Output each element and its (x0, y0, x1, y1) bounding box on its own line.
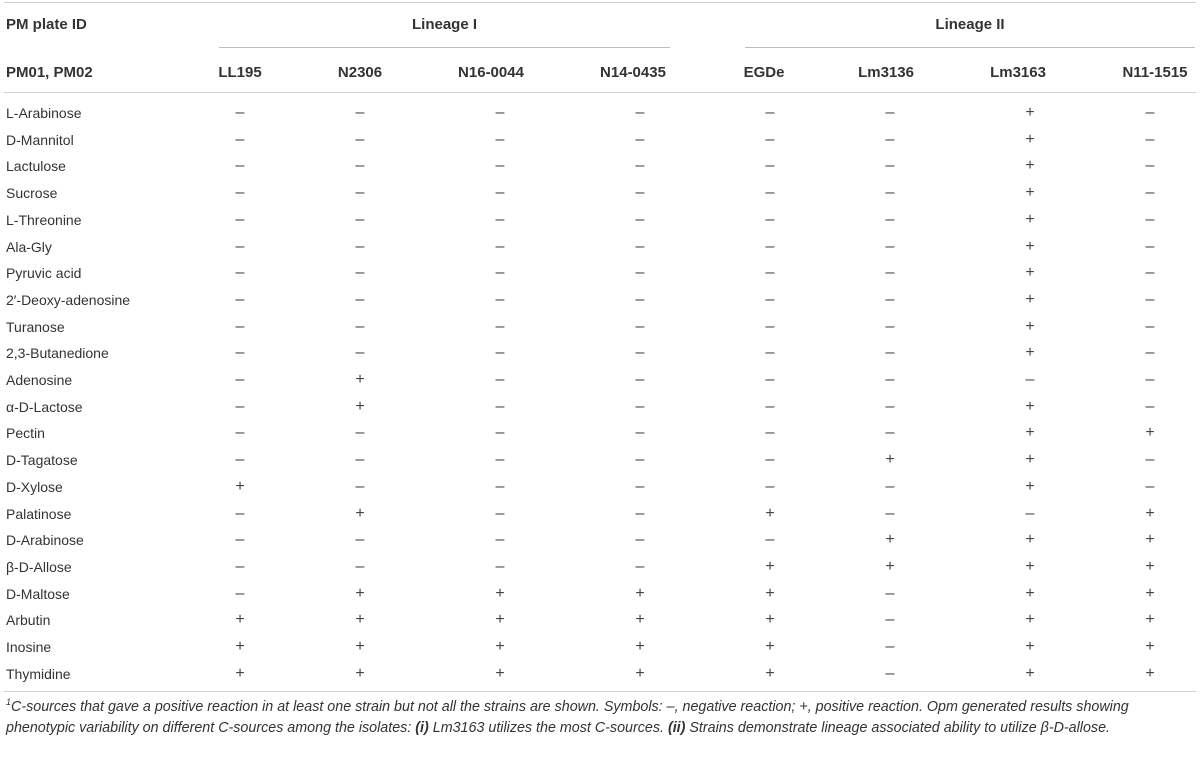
reaction-cell: – (235, 317, 245, 335)
carbon-source-cell (0, 607, 200, 634)
reaction-cell: + (765, 664, 775, 682)
carbon-source-cell (0, 127, 200, 154)
reaction-cell: – (635, 424, 645, 442)
carbon-source-text: β- (6, 558, 19, 575)
reaction-cell: – (495, 290, 505, 308)
reaction-cell: – (495, 130, 505, 148)
table-row (0, 420, 1200, 447)
reaction-cell: – (885, 290, 895, 308)
reaction-cell: + (235, 638, 245, 656)
carbon-source-text: -Mannitol (16, 131, 74, 148)
bottom-rule (4, 691, 1196, 692)
carbon-source-cell (0, 234, 200, 261)
carbon-source-text: -Threonine (13, 211, 82, 228)
reaction-cell: – (355, 344, 365, 362)
reaction-cell: – (495, 184, 505, 202)
reaction-cell: – (885, 317, 895, 335)
reaction-cell: + (1025, 344, 1035, 362)
reaction-cell: – (635, 184, 645, 202)
carbon-source-cell (0, 634, 200, 661)
reaction-cell: + (885, 451, 895, 469)
reaction-cell: – (495, 504, 505, 522)
carbon-source-cell (0, 474, 200, 501)
reaction-cell: – (635, 157, 645, 175)
reaction-cell: – (235, 130, 245, 148)
reaction-cell: – (765, 397, 775, 415)
carbon-source-cell (0, 527, 200, 554)
reaction-cell: + (765, 557, 775, 575)
carbon-source-text: Palatinose (6, 505, 72, 522)
carbon-source-cell (0, 260, 200, 287)
reaction-cell: + (1025, 157, 1035, 175)
reaction-cell: + (1145, 664, 1155, 682)
table-row (0, 260, 1200, 287)
reaction-cell: – (885, 157, 895, 175)
reaction-cell: + (495, 664, 505, 682)
reaction-cell: – (235, 531, 245, 549)
table-row (0, 447, 1200, 474)
reaction-cell: – (765, 531, 775, 549)
reaction-cell: – (1145, 371, 1155, 389)
reaction-cell: – (495, 397, 505, 415)
carbon-source-cell (0, 447, 200, 474)
table-row (0, 287, 1200, 314)
reaction-cell: – (635, 104, 645, 121)
reaction-cell: + (1025, 477, 1035, 495)
reaction-cell: – (1145, 451, 1155, 469)
table-row (0, 661, 1200, 688)
carbon-source-text: Pectin (6, 425, 45, 442)
reaction-cell: – (885, 611, 895, 629)
reaction-cell: + (1025, 264, 1035, 282)
reaction-cell: – (355, 104, 365, 121)
table-row (0, 127, 1200, 154)
reaction-cell: – (635, 130, 645, 148)
reaction-cell: + (1145, 638, 1155, 656)
reaction-cell: + (1025, 237, 1035, 255)
reaction-cell: + (235, 477, 245, 495)
reaction-cell: – (1025, 371, 1035, 389)
lineage-1-rule (219, 47, 670, 48)
reaction-cell: – (885, 424, 895, 442)
reaction-cell: + (635, 638, 645, 656)
reaction-cell: – (765, 184, 775, 202)
reaction-cell: + (355, 664, 365, 682)
reaction-cell: + (495, 611, 505, 629)
strain-header: N16-0044 (458, 64, 524, 81)
reaction-cell: – (885, 638, 895, 656)
reaction-cell: – (495, 371, 505, 389)
reaction-cell: – (235, 184, 245, 202)
reaction-cell: + (1025, 584, 1035, 602)
reaction-cell: – (355, 477, 365, 495)
table-row (0, 234, 1200, 261)
reaction-cell: – (355, 130, 365, 148)
reaction-cell: – (235, 344, 245, 362)
reaction-cell: – (635, 264, 645, 282)
reaction-cell: – (765, 290, 775, 308)
carbon-source-cell (0, 180, 200, 207)
footnote-text: Strains demonstrate lineage associated ability to utilize β-D-allose. (685, 720, 1110, 736)
reaction-cell: – (1145, 104, 1155, 121)
reaction-cell: – (495, 477, 505, 495)
reaction-cell: – (1145, 237, 1155, 255)
table-row (0, 527, 1200, 554)
reaction-cell: – (355, 317, 365, 335)
carbon-source-text: L (6, 211, 14, 228)
reaction-cell: + (1025, 638, 1035, 656)
reaction-cell: – (765, 451, 775, 469)
lineage-1-header: Lineage I (411, 16, 478, 33)
reaction-cell: + (1025, 210, 1035, 228)
reaction-cell: + (765, 584, 775, 602)
reaction-cell: + (355, 397, 365, 415)
footnote-marker: 1 (6, 697, 12, 708)
table-footnote (6, 697, 1194, 739)
table-row (0, 180, 1200, 207)
strain-header: N2306 (337, 64, 383, 81)
carbon-source-cell (0, 314, 200, 341)
reaction-cell: + (1025, 664, 1035, 682)
reaction-cell: – (1145, 184, 1155, 202)
reaction-cell: – (765, 237, 775, 255)
carbon-source-cell (0, 340, 200, 367)
strain-header: EGDe (743, 64, 785, 81)
reaction-cell: – (495, 237, 505, 255)
reaction-cell: – (235, 237, 245, 255)
reaction-cell: – (235, 290, 245, 308)
footnote-bold: (ii) (667, 720, 686, 736)
reaction-cell: – (765, 477, 775, 495)
strain-header: Lm3163 (990, 64, 1046, 81)
reaction-cell: – (495, 451, 505, 469)
reaction-cell: – (635, 477, 645, 495)
reaction-cell: + (1025, 184, 1035, 202)
reaction-cell: + (235, 611, 245, 629)
reaction-cell: – (885, 371, 895, 389)
carbon-source-cell (0, 207, 200, 234)
table-row (0, 100, 1200, 127)
reaction-cell: – (765, 210, 775, 228)
reaction-cell: – (355, 424, 365, 442)
table-row (0, 634, 1200, 661)
reaction-cell: + (1025, 557, 1035, 575)
carbon-source-text: -Lactose (28, 398, 83, 415)
reaction-cell: – (495, 157, 505, 175)
reaction-cell: – (1145, 157, 1155, 175)
reaction-cell: – (235, 104, 245, 121)
reaction-cell: + (1025, 531, 1035, 549)
table-row (0, 314, 1200, 341)
reaction-cell: – (1145, 477, 1155, 495)
reaction-cell: + (355, 584, 365, 602)
reaction-cell: + (1025, 611, 1035, 629)
reaction-cell: – (885, 344, 895, 362)
table-row (0, 340, 1200, 367)
reaction-cell: – (355, 184, 365, 202)
reaction-cell: – (885, 264, 895, 282)
reaction-cell: + (1145, 557, 1155, 575)
reaction-cell: – (495, 531, 505, 549)
carbon-source-cell (0, 367, 200, 394)
reaction-cell: + (1145, 504, 1155, 522)
footnote-text: Lm3163 utilizes the most C-sources. (428, 720, 668, 736)
reaction-cell: + (765, 504, 775, 522)
carbon-source-text: Lactulose (6, 158, 66, 175)
reaction-cell: – (635, 237, 645, 255)
reaction-cell: – (1145, 397, 1155, 415)
reaction-cell: – (765, 157, 775, 175)
reaction-cell: + (765, 611, 775, 629)
reaction-cell: – (765, 104, 775, 121)
carbon-source-text: Sucrose (6, 185, 58, 202)
carbon-source-text: D (6, 532, 17, 549)
carbon-source-text: Ala-Gly (6, 238, 52, 255)
top-rule (4, 2, 1196, 3)
reaction-cell: – (635, 344, 645, 362)
reaction-cell: – (235, 424, 245, 442)
carbon-source-cell (0, 554, 200, 581)
table-row (0, 501, 1200, 528)
carbon-source-text: -Tagatose (16, 452, 78, 469)
reaction-cell: – (885, 104, 895, 121)
carbon-source-text: -Maltose (16, 585, 70, 602)
carbon-source-text: D (6, 452, 17, 469)
reaction-cell: – (885, 237, 895, 255)
carbon-source-cell (0, 420, 200, 447)
carbon-source-cell (0, 287, 200, 314)
reaction-cell: + (1025, 130, 1035, 148)
carbon-source-cell (0, 153, 200, 180)
carbon-source-text: D (6, 131, 17, 148)
table-row (0, 207, 1200, 234)
reaction-cell: – (635, 371, 645, 389)
reaction-cell: – (1145, 264, 1155, 282)
reaction-cell: + (1145, 611, 1155, 629)
lineage-2-rule (745, 47, 1195, 48)
reaction-cell: – (765, 264, 775, 282)
data-table (0, 100, 1200, 687)
reaction-cell: + (495, 638, 505, 656)
reaction-cell: + (1025, 397, 1035, 415)
reaction-cell: + (1025, 104, 1035, 121)
carbon-source-cell (0, 394, 200, 421)
reaction-cell: – (355, 290, 365, 308)
carbon-source-text: D (18, 398, 29, 415)
reaction-cell: – (495, 264, 505, 282)
reaction-cell: + (635, 664, 645, 682)
reaction-cell: – (635, 557, 645, 575)
carbon-source-text: -Arabinose (16, 532, 84, 549)
reaction-cell: – (495, 210, 505, 228)
reaction-cell: – (235, 264, 245, 282)
reaction-cell: + (355, 371, 365, 389)
reaction-cell: + (1025, 424, 1035, 442)
reaction-cell: – (885, 477, 895, 495)
reaction-cell: – (635, 397, 645, 415)
reaction-cell: – (355, 557, 365, 575)
reaction-cell: + (885, 531, 895, 549)
reaction-cell: + (1145, 424, 1155, 442)
carbon-source-text: Pyruvic acid (6, 265, 82, 282)
reaction-cell: + (1145, 531, 1155, 549)
reaction-cell: – (635, 317, 645, 335)
reaction-cell: – (765, 371, 775, 389)
strain-header: LL195 (218, 64, 262, 81)
reaction-cell: – (235, 397, 245, 415)
reaction-cell: – (885, 184, 895, 202)
reaction-cell: – (235, 557, 245, 575)
reaction-cell: – (1145, 317, 1155, 335)
reaction-cell: – (495, 317, 505, 335)
reaction-cell: – (235, 504, 245, 522)
reaction-cell: – (495, 557, 505, 575)
reaction-cell: – (635, 531, 645, 549)
reaction-cell: – (235, 584, 245, 602)
reaction-cell: – (1145, 290, 1155, 308)
reaction-cell: – (1145, 210, 1155, 228)
table-row (0, 394, 1200, 421)
reaction-cell: + (635, 584, 645, 602)
carbon-source-text: D (6, 585, 17, 602)
footnote-text: C-sources that gave a positive reaction in at least one strain but not all the strains are shown. Symbols: –, negative reaction; +, positive reaction. Opm generated results showing phenotypic variability on different C-sources among the isolates: (6, 699, 1129, 736)
reaction-cell: – (495, 104, 505, 121)
reaction-cell: – (765, 344, 775, 362)
strain-header: N11-1515 (1122, 64, 1188, 81)
reaction-cell: + (355, 638, 365, 656)
table-row (0, 367, 1200, 394)
reaction-cell: – (765, 130, 775, 148)
reaction-cell: + (355, 504, 365, 522)
reaction-cell: + (635, 611, 645, 629)
reaction-cell: – (635, 504, 645, 522)
carbon-source-text: 2,3-Butanedione (6, 345, 109, 362)
reaction-cell: – (885, 210, 895, 228)
reaction-cell: – (885, 584, 895, 602)
carbon-source-cell (0, 100, 200, 127)
reaction-cell: + (765, 638, 775, 656)
reaction-cell: – (635, 290, 645, 308)
carbon-source-text: Thymidine (6, 665, 71, 682)
header-rule (4, 92, 1196, 93)
reaction-cell: – (235, 157, 245, 175)
carbon-source-text: L (6, 105, 14, 121)
reaction-cell: – (495, 344, 505, 362)
reaction-cell: – (355, 157, 365, 175)
reaction-cell: + (885, 557, 895, 575)
reaction-cell: – (885, 130, 895, 148)
reaction-cell: – (355, 210, 365, 228)
reaction-cell: – (765, 424, 775, 442)
reaction-cell: – (635, 451, 645, 469)
strain-header: N14-0435 (600, 64, 666, 81)
reaction-cell: + (1025, 317, 1035, 335)
carbon-source-text: -Xylose (16, 478, 63, 495)
reaction-cell: + (355, 611, 365, 629)
lineage-2-header: Lineage II (935, 16, 1005, 33)
reaction-cell: + (1025, 451, 1035, 469)
strain-header: Lm3136 (858, 64, 914, 81)
reaction-cell: – (765, 317, 775, 335)
carbon-source-cell (0, 581, 200, 608)
carbon-source-text: Inosine (6, 639, 52, 656)
carbon-source-text: α- (6, 398, 19, 415)
plate-sub-header: PM01, PM02 (6, 64, 93, 81)
plate-id-header: PM plate ID (6, 16, 87, 33)
carbon-source-text: Adenosine (6, 372, 73, 389)
reaction-cell: – (495, 424, 505, 442)
reaction-cell: – (885, 397, 895, 415)
reaction-cell: – (235, 451, 245, 469)
table-row (0, 554, 1200, 581)
reaction-cell: – (355, 531, 365, 549)
carbon-source-text: Turanose (6, 318, 65, 335)
table-row (0, 153, 1200, 180)
carbon-source-text: -Allose (28, 558, 72, 575)
reaction-cell: – (355, 237, 365, 255)
table-row (0, 474, 1200, 501)
reaction-cell: + (1025, 290, 1035, 308)
reaction-cell: – (885, 664, 895, 682)
reaction-cell: – (885, 504, 895, 522)
reaction-cell: – (355, 451, 365, 469)
reaction-cell: – (355, 264, 365, 282)
carbon-source-text: D (6, 478, 17, 495)
reaction-cell: + (235, 664, 245, 682)
carbon-source-text: 2′-Deoxy-adenosine (6, 291, 131, 308)
reaction-cell: – (235, 371, 245, 389)
reaction-cell: – (1145, 344, 1155, 362)
reaction-cell: – (235, 210, 245, 228)
footnote-bold: (i) (415, 720, 429, 736)
carbon-source-cell (0, 661, 200, 688)
carbon-source-text: Arbutin (6, 612, 51, 629)
reaction-cell: + (495, 584, 505, 602)
table-row (0, 607, 1200, 634)
reaction-cell: – (1025, 504, 1035, 522)
carbon-source-text: D (18, 558, 29, 575)
reaction-cell: – (635, 210, 645, 228)
reaction-cell: – (1145, 130, 1155, 148)
table-row (0, 581, 1200, 608)
carbon-source-cell (0, 501, 200, 528)
carbon-source-text: -Arabinose (13, 105, 82, 121)
reaction-cell: + (1145, 584, 1155, 602)
